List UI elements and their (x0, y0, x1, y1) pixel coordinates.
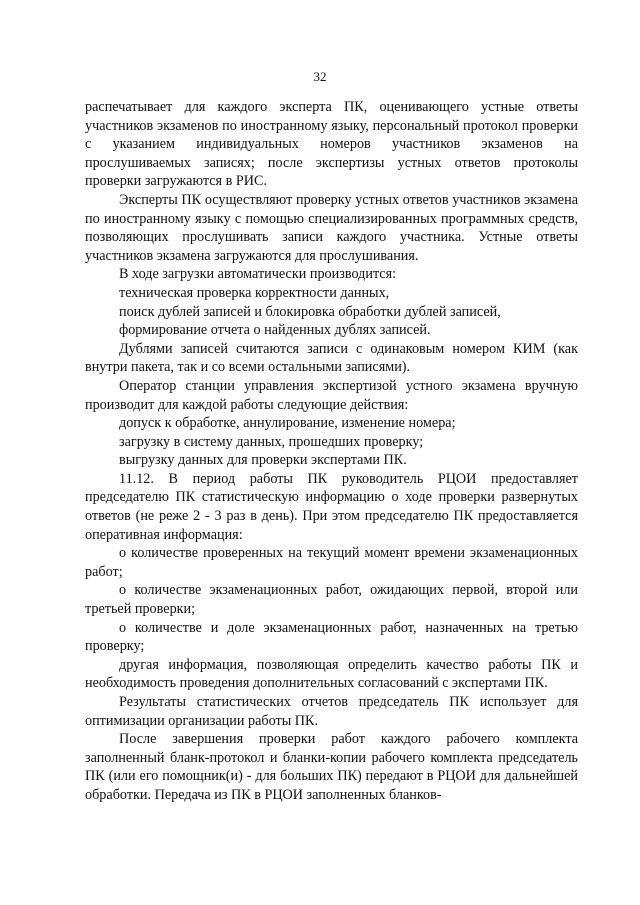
paragraph-checked-count: о количестве проверенных на текущий момент времени экзаменационных работ; (85, 545, 578, 580)
paragraph-duplicates-search: поиск дублей записей и блокировка обработки дублей записей, (119, 303, 501, 320)
paragraph-continuation: распечатывает для каждого эксперта ПК, оценивающего устные ответы участников экзаменов по иностранному языку, персональный протокол проверки с указанием индивидуальных номеров участников экзаменов на прослушиваемых записях; после экспертизы устных ответов протоколы проверки загружаются в РИС. (85, 99, 578, 190)
paragraph-tech-check: техническая проверка корректности данных, (119, 284, 390, 301)
paragraph-duplicates-report: формирование отчета о найденных дублях записей. (119, 322, 431, 339)
paragraph-operator-actions: Оператор станции управления экспертизой устного экзамена вручную производит для каждой работы следующие действия: (85, 377, 578, 413)
paragraph-third-check: о количестве и доле экзаменационных работ, назначенных на третью проверку; (85, 619, 578, 655)
page-number: 32 (313, 69, 327, 84)
paragraph-other-info: другая информация, позволяющая определить качество работы ПК и необходимость проведения дополнительных согласований с экспертами ПК. (85, 656, 578, 692)
paragraph-section-11-12: 11.12. В период работы ПК руководитель РЦОИ предоставляет председателю ПК статистическую информацию о ходе проверки развернутых ответов (не реже 2 - 3 раз в день). При этом председателю ПК предоставляется оперативная информация: (85, 470, 578, 543)
paragraph-experts-check: Эксперты ПК осуществляют проверку устных ответов участников экзамена по иностранному языку с помощью специализированных программных средств, позволяющих прослушивать записи каждого участника. Устные ответы участников экзамена загружаются для прослушивания. (85, 191, 578, 264)
paragraph-data-export: выгрузку данных для проверки экспертами ПК. (119, 452, 407, 469)
paragraph-after-check: После завершения проверки работ каждого рабочего комплекта заполненный бланк-протокол и бланки-копии рабочего комплекта председатель ПК (или его помощник(и) - для больших ПК) передают в РЦОИ для дальнейшей обработки. Передача из ПК в РЦОИ заполненных бланков- (85, 731, 578, 803)
paragraph-upload-intro: В ходе загрузки автоматически производится: (119, 266, 397, 283)
body-text (85, 98, 578, 805)
paragraph-data-upload: загрузку в систему данных, прошедших проверку; (119, 433, 424, 450)
paragraph-pending-count: о количестве экзаменационных работ, ожидающих первой, второй или третьей проверки; (85, 582, 578, 618)
paragraph-admission: допуск к обработке, аннулирование, изменение номера; (119, 415, 456, 432)
paragraph-statistics-results: Результаты статистических отчетов председатель ПК использует для оптимизации организации работы ПК. (85, 694, 578, 729)
paragraph-duplicates-definition: Дублями записей считаются записи с одинаковым номером КИМ (как внутри пакета, так и со всеми остальными записями). (85, 340, 578, 376)
